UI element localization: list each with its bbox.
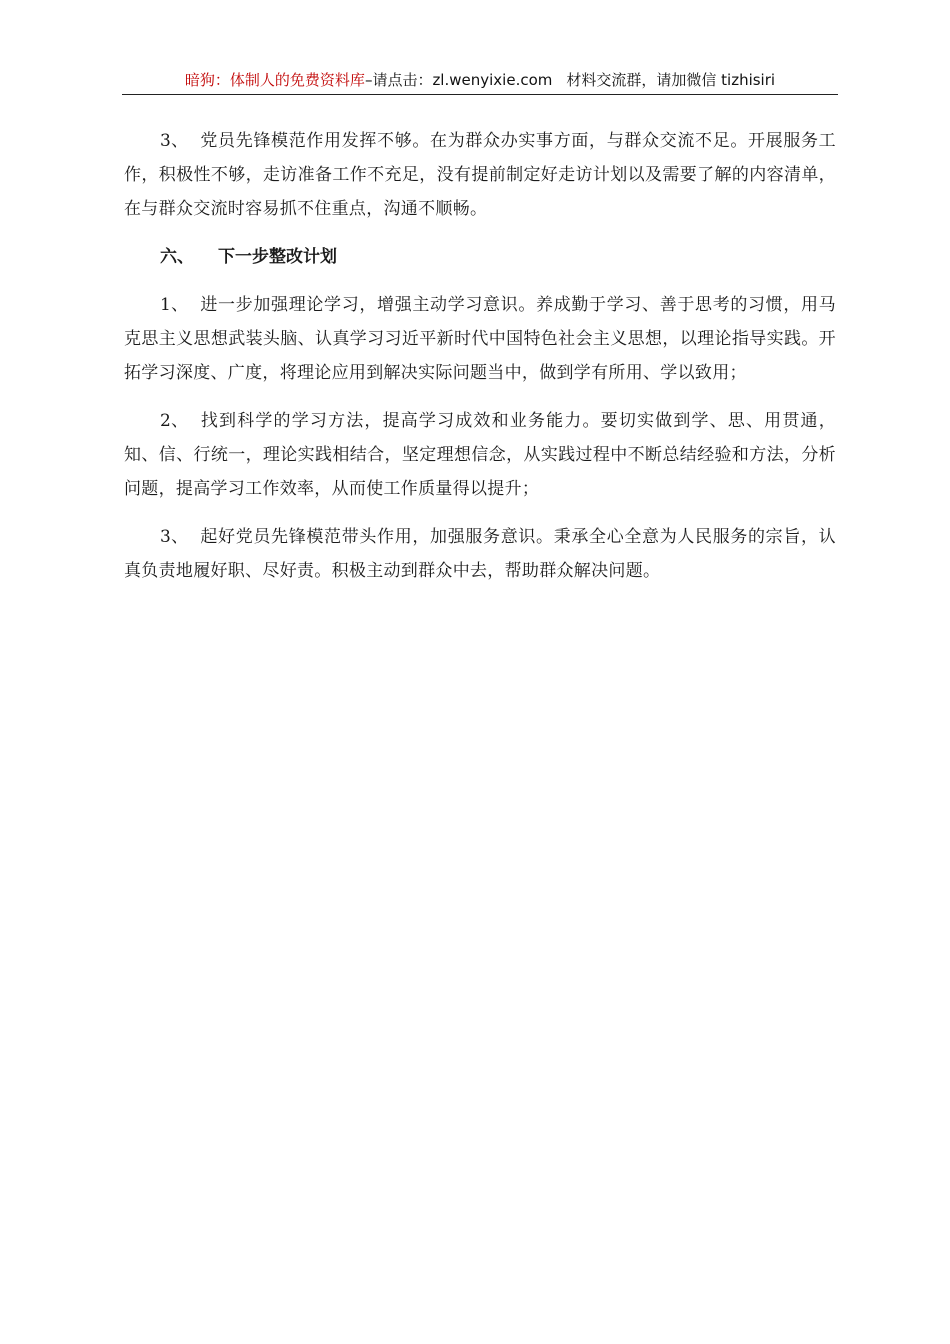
paragraph-text: 找到科学的学习方法，提高学习成效和业务能力。要切实做到学、思、用贯通，知、信、行统一，理论实践相结合，坚定理想信念，从实践过程中不断总结经验和方法，分析问题，提高学习工作效率，从而使工作质量得以提升； (124, 411, 836, 499)
paragraph-text: 起好党员先锋模范带头作用，加强服务意识。秉承全心全意为人民服务的宗旨，认真负责地履好职、尽好责。积极主动到群众中去，帮助群众解决问题。 (124, 527, 836, 581)
paragraph-number: 1、 (160, 295, 189, 315)
header-wechat-note: 材料交流群，请加微信 tizhisiri (566, 71, 776, 89)
header-site-link[interactable]: –请点击：zl.wenyixie.com (364, 71, 553, 89)
paragraph-number: 3、 (160, 131, 189, 151)
paragraph-top-3 (124, 124, 836, 226)
header-site-name: 暗狗：体制人的免费资料库 (184, 71, 365, 89)
paragraph-number: 3、 (160, 527, 189, 547)
page-header (122, 68, 838, 95)
paragraph-number: 2、 (160, 411, 189, 431)
paragraph-text: 进一步加强理论学习，增强主动学习意识。养成勤于学习、善于思考的习惯，用马克思主义思想武装头脑、认真学习习近平新时代中国特色社会主义思想，以理论指导实践。开拓学习深度、广度，将理论应用到解决实际问题当中，做到学有所用、学以致用； (124, 295, 836, 383)
section-number: 六、 (160, 247, 194, 267)
section-title: 下一步整改计划 (218, 247, 337, 267)
plan-item-1 (124, 288, 836, 390)
paragraph-text: 党员先锋模范作用发挥不够。在为群众办实事方面，与群众交流不足。开展服务工作，积极性不够，走访准备工作不充足，没有提前制定好走访计划以及需要了解的内容清单，在与群众交流时容易抓不住重点，沟通不顺畅。 (124, 131, 836, 219)
plan-item-3 (124, 520, 836, 588)
document-body (124, 124, 836, 602)
section-heading (124, 240, 836, 274)
plan-item-2 (124, 404, 836, 506)
